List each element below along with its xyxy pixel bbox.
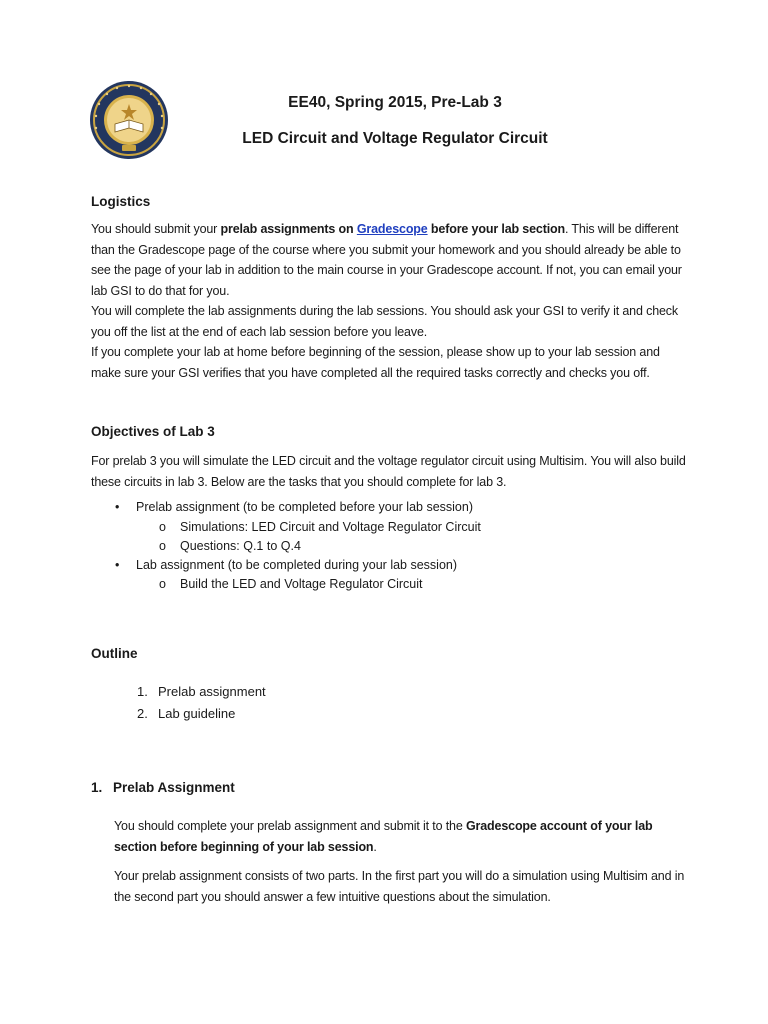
bullet-icon: •	[115, 500, 120, 514]
circle-bullet-icon: o	[159, 539, 166, 553]
outline-heading: Outline	[91, 646, 138, 661]
prelab-paragraph-2: Your prelab assignment consists of two parts. In the first part you will do a simulation using Multisim and in the second part you should answer a few intuitive questions about the simulation.	[114, 869, 685, 904]
objectives-heading: Objectives of Lab 3	[91, 424, 215, 439]
document-title: EE40, Spring 2015, Pre-Lab 3	[288, 94, 502, 111]
gradescope-link[interactable]: Gradescope	[356, 222, 428, 236]
logistics-paragraph-2: You will complete the lab assignments during the lab sessions. You should ask your GSI to verify it and check you off the list at the end of each lab session before you leave.	[91, 304, 679, 339]
bullet-icon: •	[115, 558, 120, 572]
logistics-section	[91, 219, 687, 383]
objectives-intro: For prelab 3 you will simulate the LED circuit and the voltage regulator circuit using Multisim. You will also build these circuits in lab 3. Below are the tasks that you should complete for lab 3.	[91, 454, 686, 489]
circle-bullet-icon: o	[159, 577, 166, 591]
logistics-heading: Logistics	[91, 194, 151, 209]
circle-bullet-icon: o	[159, 520, 166, 534]
logistics-paragraph-1: You should submit your prelab assignments on Gradescope before your lab section. This will be different than the Gradescope page of the course where you submit your homework and you should already be able to see the page of your lab in addition to the main course in your Gradescope account. If not, you can email your lab GSI to do that for you.	[91, 222, 682, 298]
document-page: EE40, Spring 2015, Pre-Lab 3 LED Circuit and Voltage Regulator Circuit Logistics You should submit your prelab assignments on Gradescope before your lab section. This will be different than the Gradescope page of the course where you submit your homework and you should already be able to see the page of your lab in addition to the main course in your Gradescope account. If not, you can email your lab GSI to do that for you. You will complete the lab assignments during the lab sessions. You should ask your GSI to verify it and check you off the list at the end of each lab session before you leave. If you complete your lab at home before beginning of the session, please show up to your lab session and make sure your GSI verifies that you have completed all the required tasks correctly and checks you off. Objectives of Lab 3 For prelab 3 you will simulate the LED circuit and the voltage regulator circuit using Multisim. You will also build these circuits in lab 3. Below are the tasks that you should complete for lab 3. • Prelab assignment (to be completed before your lab session) o Simulations: LED Circuit and Voltage Regulator Circuit o Questions: Q.1 to Q.4 • Lab assignment (to be completed during your lab session) o Build the LED and Voltage Regulator Circuit Outline 1. Prelab assignment 2. Lab guideline 1. Prelab Assignment You should complete your prelab assignment and submit it to the Gradescope account of your lab section before beginning of your lab session. Your prelab assignment consists of two parts. In the first part you will do a simulation using Multisim and in the second part you should answer a few intuitive questions about the simulation.	[0, 0, 768, 1024]
prelab-paragraph-1: You should complete your prelab assignment and submit it to the Gradescope account of your lab section before beginning of your lab session.	[114, 819, 653, 854]
document-subtitle: LED Circuit and Voltage Regulator Circuit	[242, 130, 548, 147]
university-seal-icon	[89, 80, 169, 160]
logistics-paragraph-3: If you complete your lab at home before beginning of the session, please show up to your lab session and make sure your GSI verifies that you have completed all the required tasks correctly and checks you off.	[91, 345, 660, 380]
